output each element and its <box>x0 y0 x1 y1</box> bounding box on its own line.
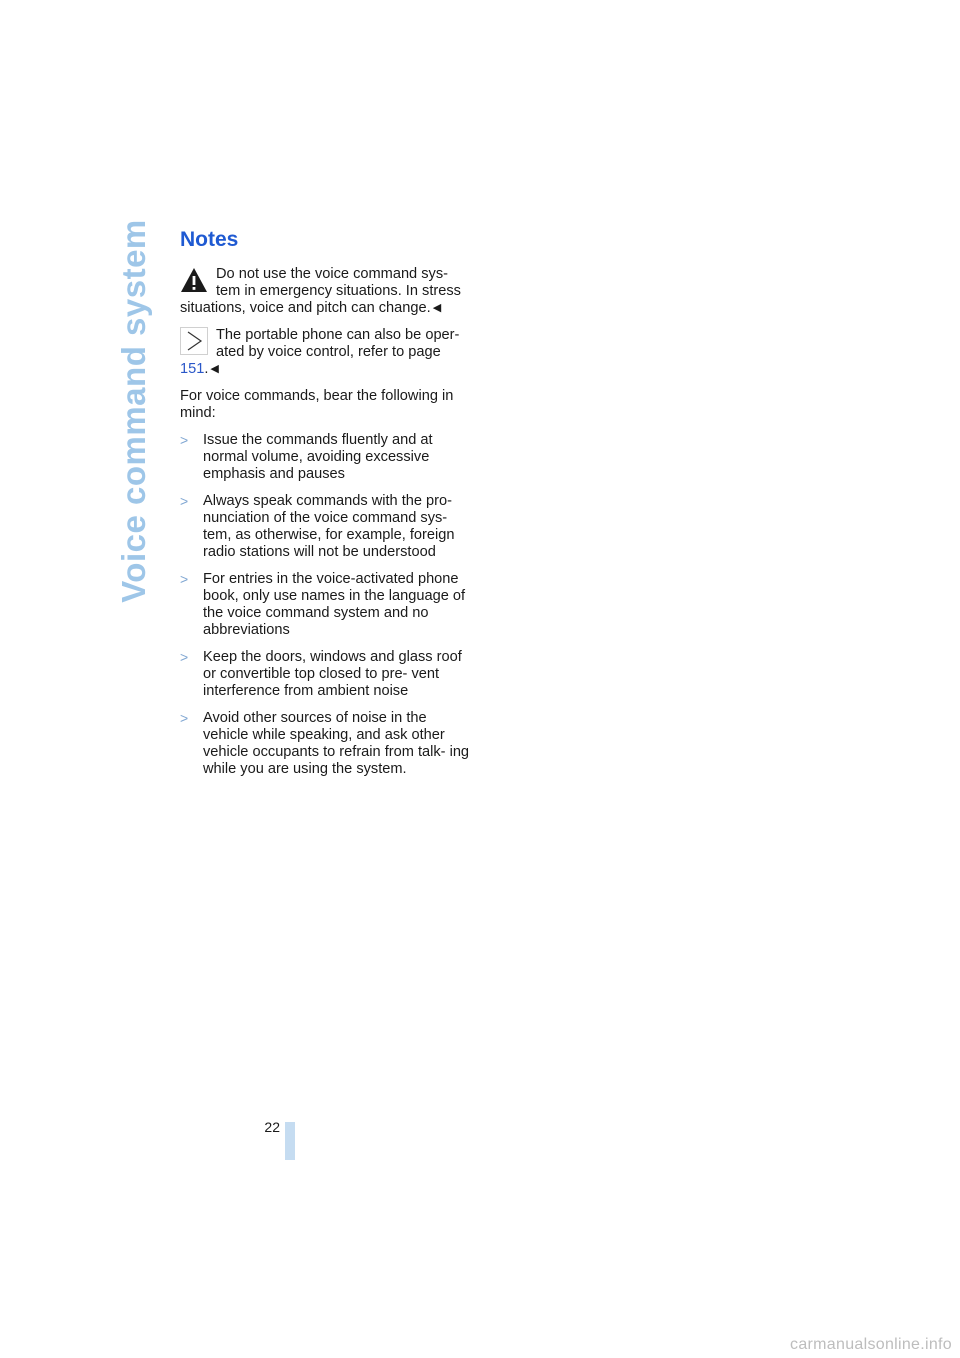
side-title-text: Voice command system <box>115 219 153 603</box>
list-item-text: Always speak commands with the pro- nunciation of the voice command sys- tem, as otherwise, for example, foreign radio stations will not be understood <box>203 493 455 560</box>
section-heading: Notes <box>180 228 239 251</box>
voice-command-tips-list <box>180 432 472 778</box>
list-item-text: Keep the doors, windows and glass roof or convertible top closed to pre- vent interference from ambient noise <box>203 649 462 699</box>
intro-paragraph: For voice commands, bear the following in mind: <box>180 388 454 421</box>
page-marker-bar <box>285 1122 295 1160</box>
list-item-text: Avoid other sources of noise in the vehicle while speaking, and ask other vehicle occupants to refrain from talk- ing while you are using the system. <box>203 710 470 777</box>
warning-triangle-icon <box>180 266 208 294</box>
page-reference-link[interactable]: 151 <box>180 361 205 377</box>
bullet-arrow-icon: > <box>180 649 189 665</box>
bullet-arrow-icon: > <box>180 493 189 509</box>
info-note-text <box>180 327 472 378</box>
warning-note <box>180 266 472 317</box>
watermark: carmanualsonline.info <box>790 1336 952 1353</box>
list-item-text: For entries in the voice-activated phone book, only use names in the language of the voice command system and no abbreviations <box>203 571 466 638</box>
end-mark-icon: ◀ <box>432 302 442 314</box>
note-arrow-icon <box>180 327 208 355</box>
list-item <box>180 493 472 561</box>
warning-note-body: Do not use the voice command sys- tem in emergency situations. In stress situations, voice and pitch can change. <box>180 266 461 316</box>
list-item <box>180 710 472 778</box>
info-note-tail: . <box>204 361 209 377</box>
list-item <box>180 432 472 483</box>
list-item <box>180 571 472 639</box>
bullet-arrow-icon: > <box>180 432 189 448</box>
warning-note-text <box>180 266 472 317</box>
info-note <box>180 327 472 378</box>
list-item <box>180 649 472 700</box>
end-mark-icon: ◀ <box>210 363 219 375</box>
main-content <box>180 226 472 788</box>
bullet-arrow-icon: > <box>180 710 189 726</box>
side-title <box>112 219 156 603</box>
page-number: 22 <box>264 1119 280 1135</box>
list-item-text: Issue the commands fluently and at normal volume, avoiding excessive emphasis and pauses <box>203 432 433 482</box>
info-note-body: The portable phone can also be oper- ated by voice control, refer to page <box>216 327 460 360</box>
bullet-arrow-icon: > <box>180 571 189 587</box>
